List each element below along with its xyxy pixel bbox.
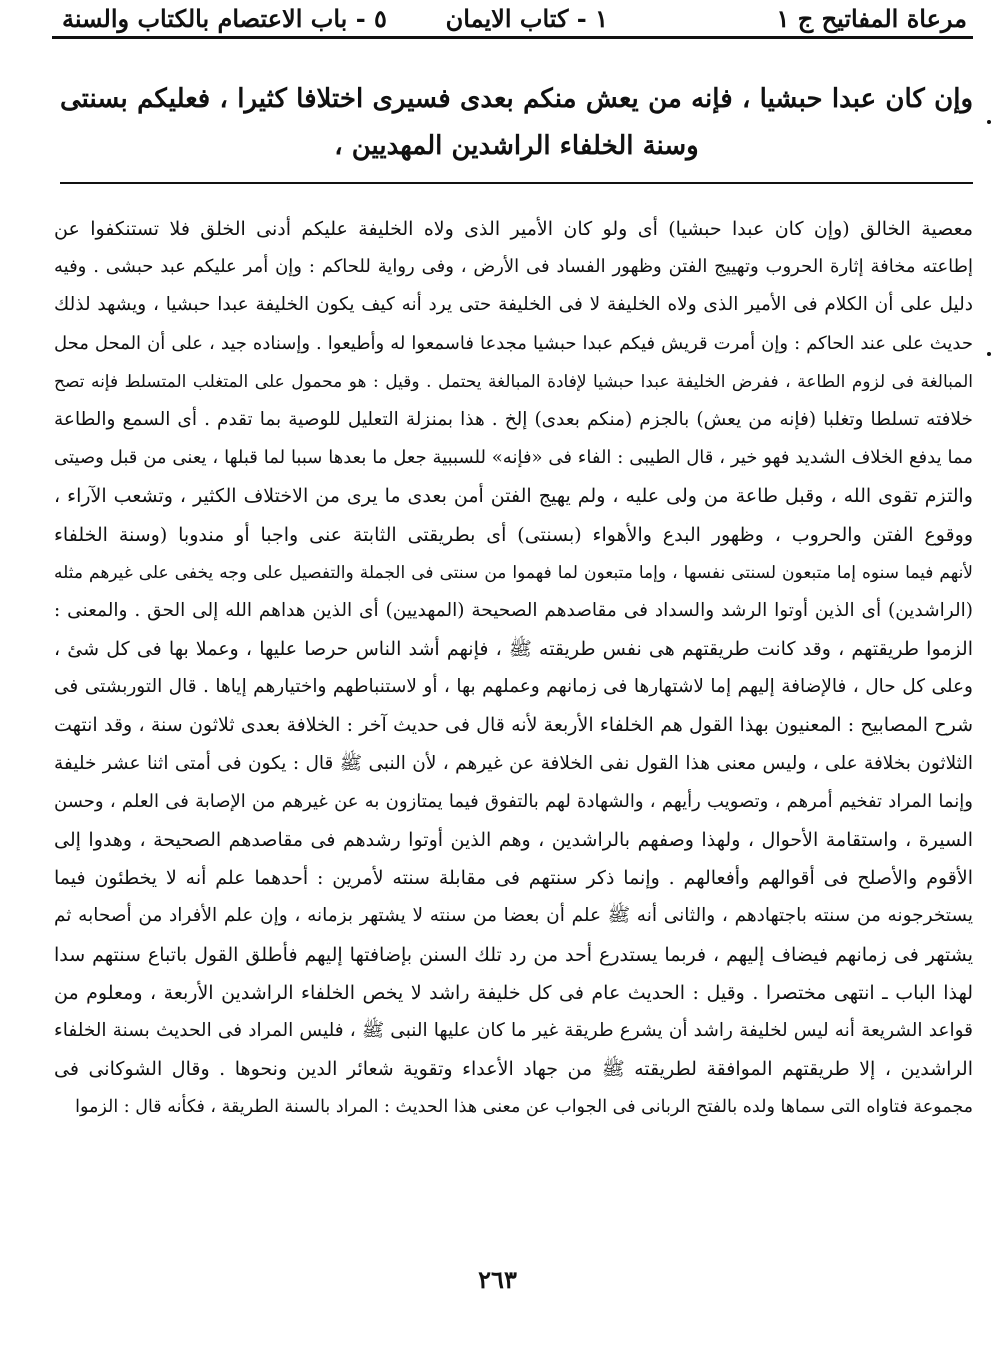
commentary-line: يشتهر فى زمانهم فيضاف إليهم ، فربما يستدرع أحد من رد تلك السنن بإضافتها إليهم فأطلق القول باتباع سنتهم سدا [54, 943, 973, 966]
commentary-line: المبالغة فى لزوم الطاعة ، ففرض الخليفة عبدا حبشيا لإفادة المبالغة يحتمل . وقيل : هو محمول على المتغلب المتسلط فإنه تصح [54, 371, 973, 392]
commentary-line: دليل على أن الكلام فى الأمير الذى ولاه الخليفة لا فى الخليفة حتى يرد أنه كيف يكون الخليفة عبدا حبشيا ، ويشهد لذلك [54, 294, 973, 316]
margin-mark [987, 352, 991, 356]
header-bab-title: ٥ - باب الاعتصام بالكتاب والسنة [62, 4, 387, 33]
commentary-line: شرح المصابيح : المعنيون بهذا القول هم الخلفاء الأربعة لأنه قال فى حديث آخر : الخلافة بعدى ثلاثون سنة ، وقد انتهت [54, 714, 973, 737]
commentary-line: مما يدفع الخلاف الشديد فهو خير ، قال الطيبى : الفاء فى «فإنه» للسببية جعل ما بعدها سببا لما قبلها ، يعنى من قبل وصيتى [54, 447, 973, 469]
commentary-line: ووقوع الفتن والحروب ، وظهور البدع والأهواء (بسنتى) أى بطريقتى الثابتة عنى واجبا أو مندوبا (وسنة الخلفاء [54, 523, 973, 546]
commentary-line: معصية الخالق (وإن كان عبدا حبشيا) أى ولو كان الأمير الذى ولاه الخليفة عليكم أدنى الخلق فلا تستنكفوا عن [54, 218, 973, 240]
running-header [52, 2, 973, 39]
commentary-line: لهذا الباب ـ انتهى مختصرا . وقيل : الحديث عام فى كل خليفة راشد لا يخص الخلفاء الراشدين الأربعة ، ومعلوم من [54, 981, 973, 1004]
hadith-text: وإن كان عبدا حبشيا ، فإنه من يعش منكم بعدى فسيرى اختلافا كثيرا ، فعليكم بسنتى وسنة الخلفاء الراشدين المهديين ، [60, 84, 973, 161]
commentary-line: وعلى كل حال ، فالإضافة إليهم إما لاشتهارها فى زمانهم وعملهم بها ، أو لاستنباطهم واختيارهم إياها . قال التوربشتى فى [54, 676, 973, 698]
commentary-line: يستخرجونه من سنته باجتهادهم ، والثانى أنه ﷺ علم أن بعضا من سنته لا يشتهر بزمانه ، وإن علم الأفراد من أصحابه ثم [54, 905, 973, 927]
header-book-title: مرعاة المفاتيح ج ١ [776, 4, 967, 33]
header-kitab-title: ١ - كتاب الايمان [445, 4, 608, 33]
page-number: ٢٦٣ [478, 1265, 517, 1294]
commentary-line: وإنما المراد تفخيم أمرهم ، وتصويب رأيهم ، والشهادة لهم بالتفوق فيما يمتازون به عن غيرهم من الإصابة فى العلم ، وحسن [54, 790, 973, 812]
commentary-line: الراشدين ، إلا طريقتهم الموافقة لطريقته ﷺ من جهاد الأعداء وتقوية شعائر الدين ونحوها . وقال الشوكانى فى [54, 1058, 973, 1081]
commentary-line: خلافته تسلطا وتغلبا (فإنه من يعش) بالجزم (منكم بعدى) إلخ . هذا بمنزلة التعليل للوصية بما تقدم . أى السمع والطاعة [54, 408, 973, 430]
commentary-line: مجموعة فتاواه التى سماها ولده بالفتح الربانى فى الجواب عن معنى هذا الحديث : المراد بالسنة الطريقة ، فكأنه قال : الزموا [75, 1097, 973, 1118]
margin-mark [987, 120, 991, 124]
commentary-line: قواعد الشريعة أنه ليس لخليفة راشد أن يشرع طريقة غير ما كان عليها النبى ﷺ ، فليس المراد فى الحديث بسنة الخلفاء [54, 1019, 973, 1041]
commentary-line: إطاعته مخافة إثارة الحروب وتهييج الفتن وظهور الفساد فى الأرض ، وفى رواية للحاكم : وإن أمر عليكم عبد حبشى . وفيه [54, 256, 973, 278]
commentary-line: حديث على عند الحاكم : وإن أمرت قريش فيكم عبدا حبشيا مجدعا فاسمعوا له وأطيعوا . وإسناده جيد ، على أن المحل محل [54, 332, 973, 354]
commentary-line: الأقوم والأصلح فى أقوالهم وأفعالهم . وإنما ذكر سنتهم فى مقابلة سنته لأمرين : أحدهما علم أنه لا يخطئون فيما [54, 867, 973, 890]
commentary-line: لأنهم فيما سنوه إما متبعون لسنتى نفسها ، وإما متبعون لما فهموا من سنتى فى الجملة والتفصيل على وجه يخفى على غيرهم مثله [54, 562, 973, 583]
commentary-line: والتزم تقوى الله ، وقبل طاعة من ولى عليه ، ولم يهيج الفتن أمن بعدى ما يرى من الاختلاف الكثير ، وتشعب الآراء ، [54, 485, 973, 508]
section-divider [60, 182, 973, 184]
commentary-line: الثلاثون بخلافة على ، وليس معنى هذا القول نفى الخلافة عن غيرهم ، لأن النبى ﷺ قال : يكون فى أمتى اثنا عشر خليفة [54, 752, 973, 774]
commentary-line: (الراشدين) أى الذين أوتوا الرشد والسداد فى مقاصدهم الصحيحة (المهديين) أى الذين هداهم الله إلى الحق . والمعنى : [54, 599, 973, 621]
commentary-body [54, 210, 973, 1127]
commentary-line: الزموا طريقتهم ، وقد كانت طريقتهم هى نفس طريقته ﷺ ، فإنهم أشد الناس حرصا عليها ، وعملا بها فى كل شئ ، [54, 638, 973, 661]
commentary-line: السيرة ، واستقامة الأحوال ، ولهذا وصفهم بالراشدين ، وهم الذين أوتوا رشدهم فى مقاصدهم الصحيحة ، وهدوا إلى [54, 829, 973, 851]
